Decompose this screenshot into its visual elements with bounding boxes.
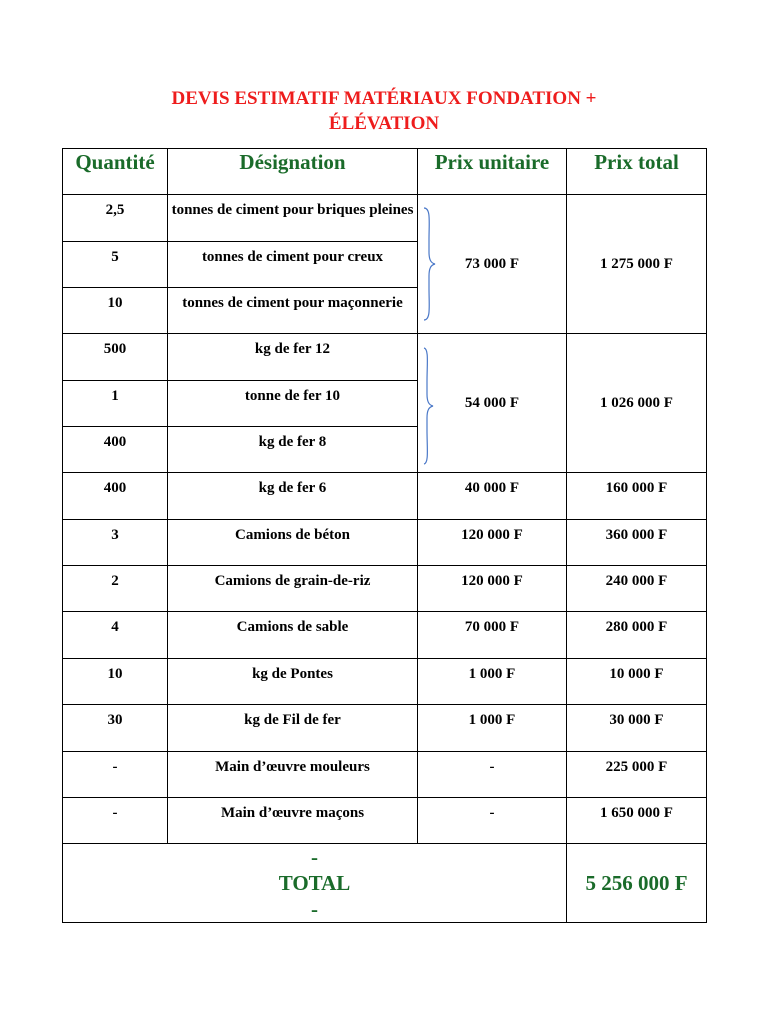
cell-prix-unitaire: - <box>418 798 567 844</box>
table-row <box>63 566 707 612</box>
cell-designation: kg de Fil de fer <box>168 705 418 752</box>
cell-designation: kg de Pontes <box>168 659 418 705</box>
cell-quantite: 400 <box>63 427 168 473</box>
cell-quantite: 2,5 <box>63 195 168 242</box>
cell-quantite: 10 <box>63 659 168 705</box>
cell-prix-total: 1 026 000 F <box>567 334 707 473</box>
cell-prix-total: 240 000 F <box>567 566 707 612</box>
cell-designation: Camions de béton <box>168 520 418 566</box>
title-line-1: DEVIS ESTIMATIF MATÉRIAUX FONDATION + <box>171 88 597 109</box>
table-row <box>63 659 707 705</box>
cell-quantite: 500 <box>63 334 168 381</box>
total-value: 5 256 000 F <box>567 844 707 923</box>
cell-designation: kg de fer 12 <box>168 334 418 381</box>
cell-prix-unitaire: 40 000 F <box>418 473 567 520</box>
total-dash-bottom: - <box>311 897 318 921</box>
table-row <box>63 195 707 242</box>
table-row <box>63 334 707 381</box>
cell-quantite: 4 <box>63 612 168 659</box>
cell-quantite: 10 <box>63 288 168 334</box>
total-row <box>63 844 707 923</box>
cell-quantite: 400 <box>63 473 168 520</box>
cell-prix-unitaire: 1 000 F <box>418 705 567 752</box>
cell-designation: Camions de grain-de-riz <box>168 566 418 612</box>
cell-prix-unitaire: 54 000 F <box>418 334 567 473</box>
cell-prix-total: 1 275 000 F <box>567 195 707 334</box>
table-row <box>63 520 707 566</box>
cell-quantite: 3 <box>63 520 168 566</box>
header-designation: Désignation <box>168 149 418 195</box>
table-row <box>63 612 707 659</box>
cell-designation: Main d’œuvre maçons <box>168 798 418 844</box>
header-quantite: Quantité <box>63 149 168 195</box>
cell-prix-unitaire: - <box>418 752 567 798</box>
cell-prix-total: 360 000 F <box>567 520 707 566</box>
header-prix-total: Prix total <box>567 149 707 195</box>
cell-quantite: 30 <box>63 705 168 752</box>
cell-prix-total: 225 000 F <box>567 752 707 798</box>
cell-designation: tonnes de ciment pour maçonnerie <box>168 288 418 334</box>
total-label-cell <box>63 844 567 923</box>
cell-prix-unitaire: 1 000 F <box>418 659 567 705</box>
header-prix-unitaire: Prix unitaire <box>418 149 567 195</box>
table-row <box>63 473 707 520</box>
total-dash-top: - <box>311 845 318 869</box>
table-row <box>63 752 707 798</box>
quote-table <box>62 148 707 923</box>
cell-quantite: 1 <box>63 381 168 427</box>
cell-prix-total: 160 000 F <box>567 473 707 520</box>
cell-designation: tonnes de ciment pour briques pleines <box>168 195 418 242</box>
cell-prix-unitaire: 73 000 F <box>418 195 567 334</box>
cell-quantite: - <box>63 752 168 798</box>
total-label: TOTAL <box>278 871 351 895</box>
cell-designation: kg de fer 6 <box>168 473 418 520</box>
cell-designation: kg de fer 8 <box>168 427 418 473</box>
cell-prix-total: 30 000 F <box>567 705 707 752</box>
header-row <box>63 149 707 195</box>
cell-prix-total: 1 650 000 F <box>567 798 707 844</box>
cell-designation: Camions de sable <box>168 612 418 659</box>
cell-designation: tonnes de ciment pour creux <box>168 242 418 288</box>
cell-designation: Main d’œuvre mouleurs <box>168 752 418 798</box>
cell-prix-unitaire: 70 000 F <box>418 612 567 659</box>
cell-prix-total: 10 000 F <box>567 659 707 705</box>
cell-quantite: - <box>63 798 168 844</box>
cell-designation: tonne de fer 10 <box>168 381 418 427</box>
cell-prix-total: 280 000 F <box>567 612 707 659</box>
cell-quantite: 5 <box>63 242 168 288</box>
cell-quantite: 2 <box>63 566 168 612</box>
cell-prix-unitaire: 120 000 F <box>418 520 567 566</box>
document-title <box>62 86 706 136</box>
table-row <box>63 798 707 844</box>
table-row <box>63 705 707 752</box>
title-line-2: ÉLÉVATION <box>328 113 440 134</box>
cell-prix-unitaire: 120 000 F <box>418 566 567 612</box>
